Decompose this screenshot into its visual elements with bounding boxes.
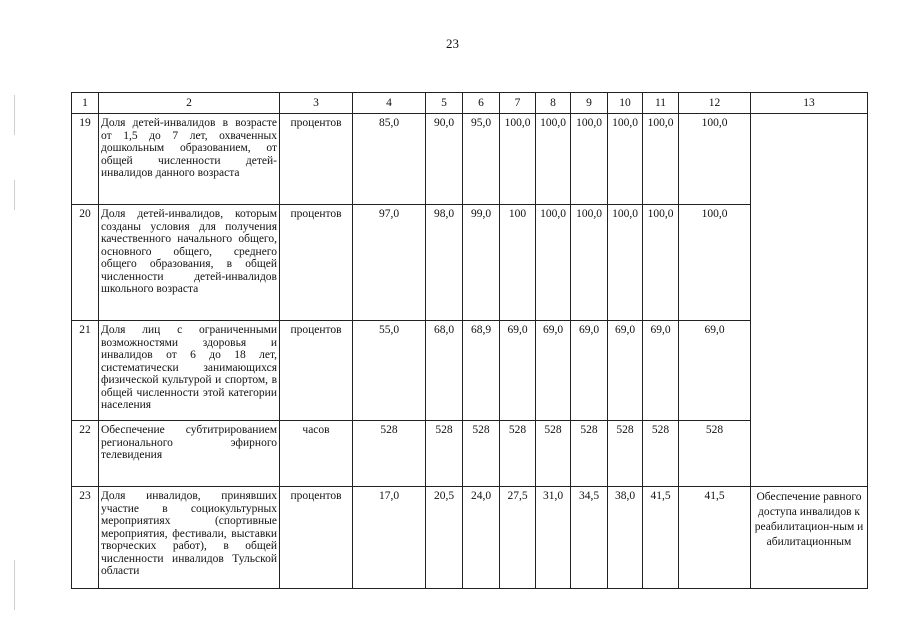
value-cell: 68,0 xyxy=(426,321,463,421)
note-cell: Обеспечение равного доступа инвалидов к реабилитацион-ным и абилитационным xyxy=(751,487,868,589)
value-cell: 85,0 xyxy=(353,114,426,205)
margin-scan-mark xyxy=(14,560,15,610)
value-cell: 100,0 xyxy=(536,114,571,205)
value-cell: 27,5 xyxy=(500,487,536,589)
margin-scan-mark xyxy=(14,95,15,135)
value-cell: 17,0 xyxy=(353,487,426,589)
value-cell: 99,0 xyxy=(463,205,500,321)
row-number: 19 xyxy=(72,114,99,205)
value-cell: 69,0 xyxy=(536,321,571,421)
header-row xyxy=(72,93,868,114)
value-cell: 95,0 xyxy=(463,114,500,205)
value-cell: 100,0 xyxy=(571,114,608,205)
value-cell: 38,0 xyxy=(608,487,643,589)
table-row xyxy=(72,421,868,487)
value-cell: 41,5 xyxy=(679,487,751,589)
indicator-name: Доля инвалидов, принявших участие в социокультурных мероприятиях (спортивные мероприятия, фестивали, выставки творческих работ), в общей численности инвалидов Тульской области xyxy=(99,487,280,589)
header-cell: 13 xyxy=(751,93,868,114)
value-cell: 69,0 xyxy=(643,321,679,421)
value-cell: 528 xyxy=(643,421,679,487)
value-cell: 68,9 xyxy=(463,321,500,421)
indicator-name: Доля детей-инвалидов в возрасте от 1,5 до 7 лет, охваченных дошкольным образованием, от общей численности детей-инвалидов данного возраста xyxy=(99,114,280,205)
indicator-name: Доля детей-инвалидов, которым созданы условия для получения качественного начального общего, основного общего, среднего общего образования, в общей численности детей-инвалидов школьного возраста xyxy=(99,205,280,321)
unit-cell: процентов xyxy=(280,114,353,205)
value-cell: 31,0 xyxy=(536,487,571,589)
value-cell: 98,0 xyxy=(426,205,463,321)
value-cell: 69,0 xyxy=(608,321,643,421)
unit-cell: часов xyxy=(280,421,353,487)
table-row xyxy=(72,114,868,205)
indicator-name: Доля лиц с ограниченными возможностями здоровья и инвалидов от 6 до 18 лет, систематически занимающихся физической культурой и спортом, в общей численности этой категории населения xyxy=(99,321,280,421)
value-cell: 100,0 xyxy=(608,114,643,205)
header-cell: 7 xyxy=(500,93,536,114)
value-cell: 90,0 xyxy=(426,114,463,205)
value-cell: 100,0 xyxy=(536,205,571,321)
value-cell: 97,0 xyxy=(353,205,426,321)
note-cell-empty xyxy=(751,114,868,487)
header-cell: 8 xyxy=(536,93,571,114)
unit-cell: процентов xyxy=(280,205,353,321)
table-row xyxy=(72,205,868,321)
value-cell: 20,5 xyxy=(426,487,463,589)
value-cell: 69,0 xyxy=(679,321,751,421)
value-cell: 528 xyxy=(426,421,463,487)
unit-cell: процентов xyxy=(280,321,353,421)
table-row xyxy=(72,487,868,589)
row-number: 22 xyxy=(72,421,99,487)
value-cell: 528 xyxy=(536,421,571,487)
value-cell: 100,0 xyxy=(679,114,751,205)
margin-scan-mark xyxy=(14,180,15,210)
value-cell: 100,0 xyxy=(643,205,679,321)
row-number: 23 xyxy=(72,487,99,589)
header-cell: 10 xyxy=(608,93,643,114)
indicators-table xyxy=(71,92,868,589)
value-cell: 100 xyxy=(500,205,536,321)
value-cell: 100,0 xyxy=(500,114,536,205)
value-cell: 34,5 xyxy=(571,487,608,589)
header-cell: 6 xyxy=(463,93,500,114)
value-cell: 528 xyxy=(500,421,536,487)
value-cell: 69,0 xyxy=(500,321,536,421)
row-number: 21 xyxy=(72,321,99,421)
value-cell: 528 xyxy=(463,421,500,487)
header-cell: 2 xyxy=(99,93,280,114)
value-cell: 528 xyxy=(571,421,608,487)
value-cell: 100,0 xyxy=(608,205,643,321)
value-cell: 100,0 xyxy=(571,205,608,321)
value-cell: 528 xyxy=(353,421,426,487)
value-cell: 69,0 xyxy=(571,321,608,421)
value-cell: 100,0 xyxy=(643,114,679,205)
value-cell: 528 xyxy=(679,421,751,487)
header-cell: 9 xyxy=(571,93,608,114)
value-cell: 100,0 xyxy=(679,205,751,321)
table-row xyxy=(72,321,868,421)
value-cell: 528 xyxy=(608,421,643,487)
value-cell: 55,0 xyxy=(353,321,426,421)
row-number: 20 xyxy=(72,205,99,321)
header-cell: 5 xyxy=(426,93,463,114)
header-cell: 4 xyxy=(353,93,426,114)
value-cell: 24,0 xyxy=(463,487,500,589)
header-cell: 12 xyxy=(679,93,751,114)
indicator-name: Обеспечение субтитрированием регионального эфирного телевидения xyxy=(99,421,280,487)
page-number: 23 xyxy=(446,36,459,51)
header-cell: 3 xyxy=(280,93,353,114)
header-cell: 11 xyxy=(643,93,679,114)
unit-cell: процентов xyxy=(280,487,353,589)
header-cell: 1 xyxy=(72,93,99,114)
value-cell: 41,5 xyxy=(643,487,679,589)
